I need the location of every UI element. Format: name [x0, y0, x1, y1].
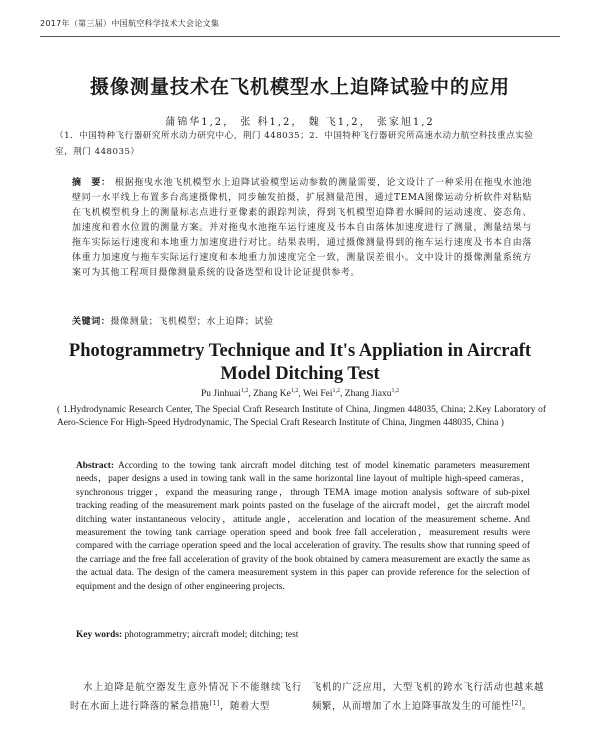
chinese-affiliation: （1．中国特种飞行器研究所水动力研究中心，荆门 448035；2．中国特种飞行器研究所高速水动力航空科技重点实验室，荆门 448035）: [55, 131, 534, 157]
body-text: 。: [521, 701, 532, 713]
chinese-abstract: [72, 176, 532, 281]
body-text: ，随着大型: [219, 701, 270, 713]
chinese-keywords: [72, 314, 532, 327]
author-affil-sup: 1,2: [240, 388, 249, 394]
english-keywords: [76, 630, 530, 640]
english-abstract-text: According to the towing tank aircraft model ditching test of model kinematic parameters measurement needs，paper designs a used in towing tank wall in the same horizontal line layout of multiple high-speed cameras，synchronous trigger，expand the measuring range，through TEMA image motion analysis software of sub-pixel tracking reading of the measurement mark points pasted on the fuselage of the aircraft model，get the aircraft model ditching water instantaneous velocity，attitude angle，acceleration and location of the measurement scheme. And measurement the towing tank carriage operation speed and book free fall acceleration，measurement results were compared with the carriage operation speed and the local acceleration of gravity. The results show that running speed of the carriage and the free fall acceleration of gravity of the book obtained by camera measurement are exactly the same as the actual data. The design of the camera measurement system in this paper can provide reference for the selection of equipment and the design of other engineering projects.: [76, 461, 530, 592]
author-name: Pu Jinhuai: [201, 389, 241, 400]
chinese-keywords-label: 关键词：: [72, 317, 111, 327]
english-keywords-text: photogrammetry; aircraft model; ditching; test: [124, 630, 299, 640]
english-affiliation: ( 1.Hydrodynamic Research Center, The Special Craft Research Institute of China, Jingmen 448035, China; 2.Key Laboratory of Aero-Science For High-Speed Hydrodynamic, The Special Craft Research Institute of China, Jingmen 448035, China ): [57, 405, 546, 428]
body-text: 水上迫降是航空器发生意外情况下不能继续飞行时在水面上进行降落的紧急措施: [70, 682, 302, 713]
author-affil-sup: 1,2: [391, 388, 399, 394]
english-authors: Pu Jinhuai$^{1,2}$, Zhang Ke$^{1,2}$, Wei Fei$^{1,2}$, Zhang Jiaxu$^{1,2}$: [201, 388, 399, 400]
body-text: 飞机的广泛应用，大型飞机的跨水飞行活动也越来越频繁，从而增加了水上迫降事故发生的可能性: [312, 682, 544, 713]
header-rule: [40, 36, 560, 37]
chinese-authors: 蒲锦华1,2， 张 科1,2， 魏 飞1,2， 张家旭1,2: [165, 117, 435, 128]
author-name: Zhang Ke: [253, 389, 291, 400]
body-column-left: [70, 680, 302, 715]
citation-ref[interactable]: [1]: [209, 700, 220, 707]
english-abstract: [76, 460, 530, 594]
body-column-right: [312, 680, 544, 715]
author-name: Wei Fei: [302, 389, 333, 400]
chinese-abstract-label: 摘 要：: [72, 178, 111, 188]
chinese-abstract-text: 根据拖曳水池飞机模型水上迫降试验模型运动参数的测量需要，论文设计了一种采用在拖曳水池池壁同一水平线上布置多台高速摄像机，同步触发拍摄，扩展测量范围，通过TEMA图像运动分析软件对粘贴在飞机模型机身上的测量标志点进行亚像素的跟踪判读，得到飞机模型迫降着水瞬间的运动速度、姿态角、加速度和着水位置的测量方案。并对拖曳水池拖车运行速度及书本自由落体加速度进行了测量，测量结果与拖车实际运行速度和本地重力加速度进行对比。结果表明，通过摄像测量得到的拖车运行速度及书本自由落体重力加速度与拖车实际运行速度和本地重力加速度完全一致，测量误差很小。文中设计的摄像测量系统方案可为其他工程项目摄像测量系统的设备选型和设计论证提供参考。: [72, 178, 532, 278]
running-header: 2017年（第三届）中国航空科学技术大会论文集: [40, 19, 220, 28]
chinese-keywords-text: 摄像测量；飞机模型；水上迫降；试验: [110, 317, 274, 327]
author-name: Zhang Jiaxu: [344, 389, 392, 400]
english-title: Photogrammetry Technique and It's Appliation in Aircraft Model Ditching Test: [68, 341, 532, 384]
citation-ref[interactable]: [2]: [511, 700, 522, 707]
english-keywords-label: Key words:: [76, 630, 123, 640]
chinese-title: 摄像测量技术在飞机模型水上迫降试验中的应用: [89, 76, 510, 98]
author-affil-sup: 1,2: [332, 388, 341, 394]
author-affil-sup: 1,2: [290, 388, 299, 394]
english-abstract-label: Abstract:: [76, 461, 115, 471]
